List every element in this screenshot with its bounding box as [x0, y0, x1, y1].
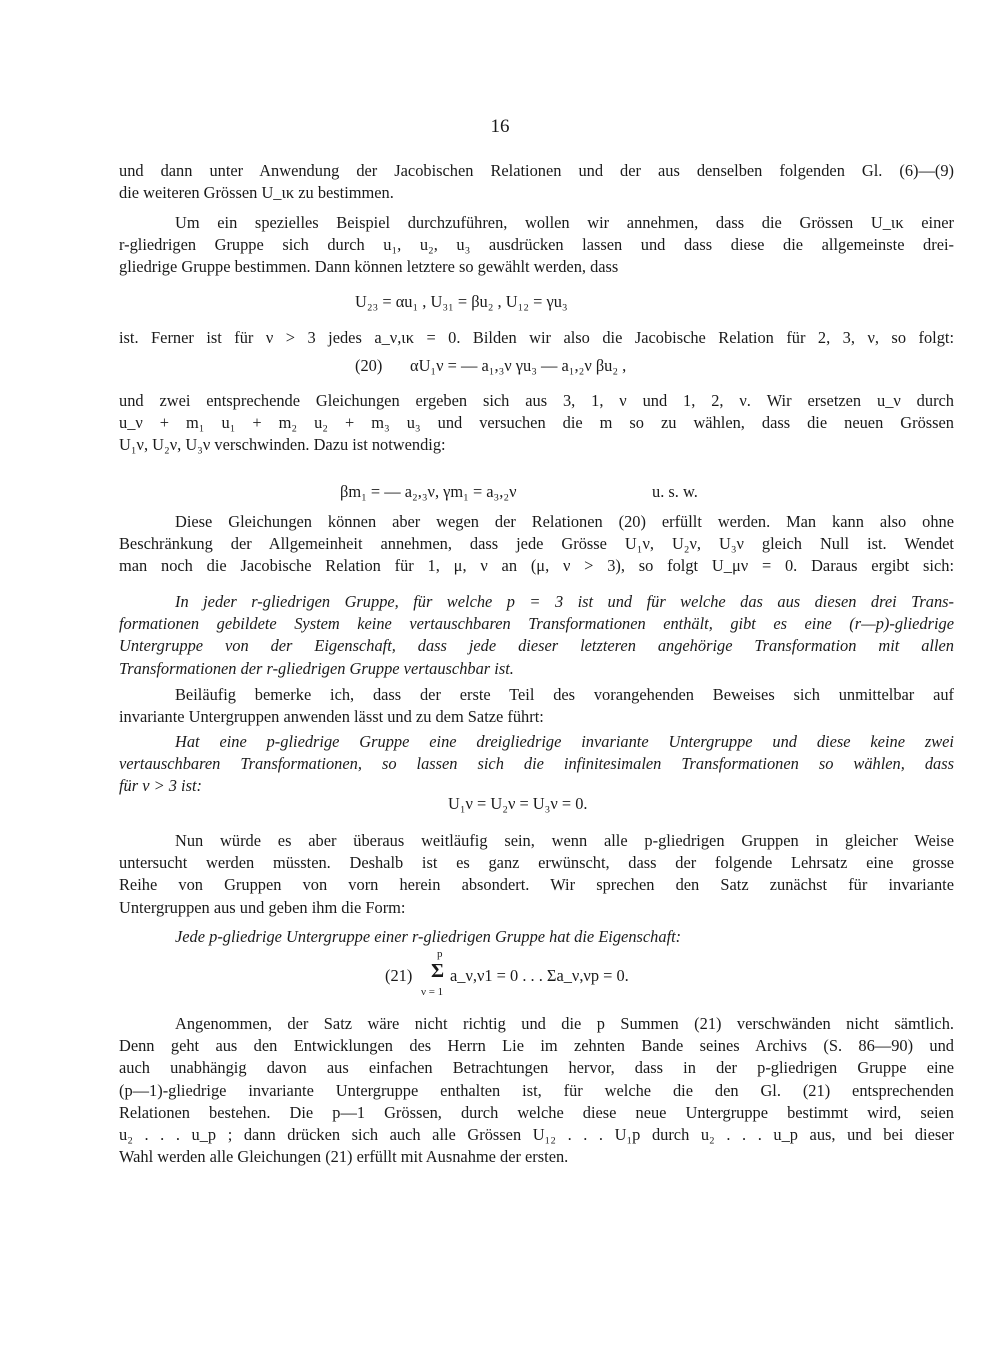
paragraph-4: [119, 511, 954, 578]
text-line: die weiteren Grössen U_ικ zu bestimmen.: [119, 183, 394, 203]
page-number: 16: [490, 116, 510, 137]
sum-lower-limit: ν = 1: [421, 986, 444, 998]
text-line: r-gliedrigen Gruppe sich durch u₁, u₂, u₃ ausdrücken lassen und dass diese die allgemeinste drei-: [119, 235, 954, 255]
text-line: Nun würde es aber überaus weitläufig sein, wenn alle p-gliedrigen Gruppen in gleicher Weise: [175, 831, 954, 850]
text-line: und dann unter Anwendung der Jacobischen Relationen und der aus denselben folgenden Gl. (6)—(9): [119, 161, 954, 180]
text-line: In jeder r-gliedrigen Gruppe, für welche p = 3 ist und für welche das aus diesen drei Trans-: [175, 592, 954, 611]
paragraph-3: [119, 390, 954, 457]
text-line: Relationen bestehen. Die p—1 Grössen, durch welche diese neue Untergruppe bestimmt wird, seien: [119, 1102, 954, 1122]
paragraph-1: [119, 160, 954, 204]
sum-upper-limit: p: [437, 948, 443, 960]
text-line: Um ein spezielles Beispiel durchzuführen, wollen wir annehmen, dass die Grössen U_ικ einer: [175, 213, 954, 232]
text-line: Denn geht aus den Entwicklungen des Herrn Lie im zehnten Bande seines Archivs (S. 86—90) und: [119, 1036, 954, 1056]
text-line: und zwei entsprechende Gleichungen ergeben sich aus 3, 1, ν und 1, 2, ν. Wir ersetzen u_ν durch: [119, 391, 954, 410]
text-line: Transformationen der r-gliedrigen Gruppe vertauschbar ist.: [119, 658, 514, 678]
equation-text: U₂₃ = αu₁ , U₃₁ = βu₂ , U₁₂ = γu₃: [355, 292, 568, 311]
text-line: gliedrige Gruppe bestimmen. Dann können letztere so gewählt werden, dass: [119, 257, 619, 277]
text-line: Angenommen, der Satz wäre nicht richtig und die p Summen (21) verschwänden nicht sämtlich.: [175, 1014, 954, 1033]
text-line: u₂ . . . u_p ; dann drücken sich auch alle Grössen U₁₂ . . . U₁p durch u₂ . . . u_p aus, und bei dieser: [119, 1124, 954, 1144]
text-line: man noch die Jacobische Relation für 1, μ, ν an (μ, ν > 3), so folgt U_μν = 0. Daraus ergibt sich:: [119, 556, 954, 576]
theorem-1: [119, 591, 954, 680]
text-line: Beschränkung der Allgemeinheit annehmen, dass jede Grösse U₁ν, U₂ν, U₃ν gleich Null ist. Wendet: [119, 534, 954, 554]
theorem-3: [119, 926, 954, 948]
equation-text: βm₁ = — a₂,₃ν, γm₁ = a₃,₂ν: [340, 482, 517, 501]
text-line: vertauschbaren Transformationen, so lassen sich die infinitesimalen Transformationen so wählen, dass: [119, 754, 954, 774]
sum-sign: Σ: [431, 960, 445, 982]
equation-tail: u. s. w.: [652, 482, 698, 501]
text-line: invariante Untergruppen anwenden lässt und zu dem Satze führt:: [119, 707, 544, 727]
paragraph-2: [119, 212, 954, 279]
equation-text: a_ν,ν1 = 0 . . . Σa_ν,νp = 0.: [450, 966, 629, 985]
text-line: Reihe von Gruppen von vorn herein absondert. Wir sprechen den Satz zunächst für invariante: [119, 875, 954, 895]
text-line: Diese Gleichungen können aber wegen der Relationen (20) erfüllt werden. Man kann also ohne: [175, 512, 954, 531]
text-line: Hat eine p-gliedrige Gruppe eine dreigliedrige invariante Untergruppe und diese keine zwei: [175, 732, 954, 751]
paragraph-7: [119, 1013, 954, 1168]
text-line: Wahl werden alle Gleichungen (21) erfüllt mit Ausnahme der ersten.: [119, 1147, 569, 1167]
paragraph-6: [119, 830, 954, 919]
text-line: u_ν + m₁ u₁ + m₂ u₂ + m₃ u₃ und versuchen die m so zu wählen, dass die neuen Grössen: [119, 413, 954, 433]
equation-text: αU₁ν = — a₁,₃ν γu₃ — a₁,₂ν βu₂ ,: [410, 356, 627, 375]
text-line: Untergruppe von der Eigenschaft, dass jede dieser letzteren angehörige Transformation mit allen: [119, 636, 954, 656]
text-line: ist. Ferner ist für ν > 3 jedes a_ν,ικ = 0. Bilden wir also die Jacobische Relation für 2, 3, ν, so folgt:: [119, 328, 954, 347]
paragraph-5: [119, 684, 954, 728]
text-line: formationen gebildete System keine vertauschbaren Transformationen enthält, gibt es eine (r—p)-gliedrige: [119, 614, 954, 634]
text-line: U₁ν, U₂ν, U₃ν verschwinden. Dazu ist notwendig:: [119, 435, 446, 455]
text-line: für ν > 3 ist:: [119, 776, 202, 796]
text-line: (p—1)-gliedrige invariante Untergruppe enthalten ist, für welche die den Gl. (21) entsprechenden: [119, 1080, 954, 1100]
text-line: auch unabhängig davon aus einfachen Betrachtungen hervor, dass in der p-gliedrigen Gruppe eine: [119, 1058, 954, 1078]
text-line: Untergruppen aus und geben ihm die Form:: [119, 897, 406, 917]
line-ist: [119, 327, 954, 349]
text-line: Jede p-gliedrige Untergruppe einer r-gliedrigen Gruppe hat die Eigenschaft:: [175, 927, 682, 946]
theorem-2: [119, 731, 954, 798]
equation-label: (20): [355, 356, 383, 375]
text-line: Beiläufig bemerke ich, dass der erste Teil des vorangehenden Beweises sich unmittelbar auf: [175, 685, 954, 704]
equation-text: U₁ν = U₂ν = U₃ν = 0.: [448, 794, 588, 813]
text-line: untersucht werden müssten. Deshalb ist es ganz erwünscht, dass der folgende Lehrsatz eine grosse: [119, 853, 954, 873]
equation-label: (21): [385, 966, 413, 985]
